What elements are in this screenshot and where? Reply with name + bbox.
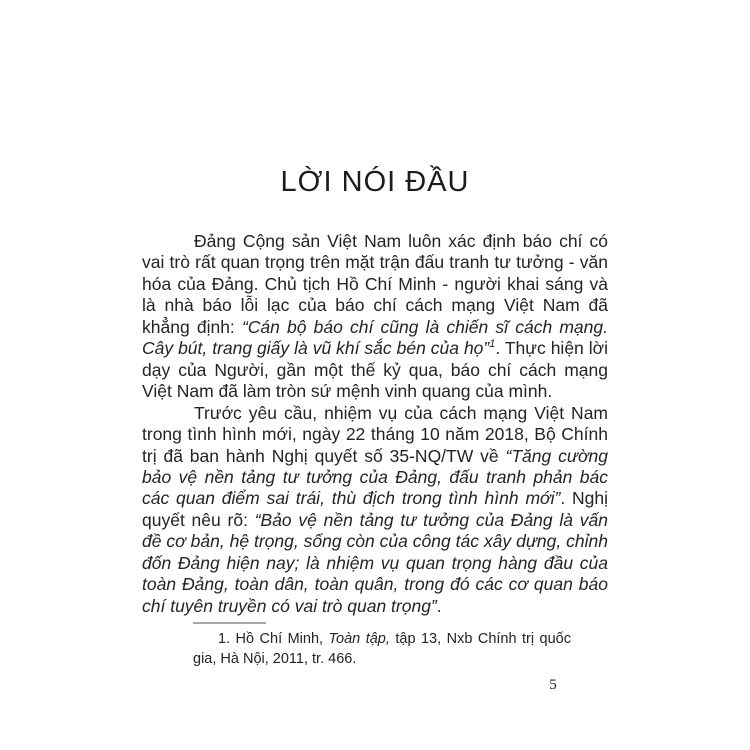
paragraph: Đảng Cộng sản Việt Nam luôn xác định báo chí có vai trò rất quan trọng trên mặt trận đấu tranh tư tưởng - văn hóa của Đảng. Chủ tịch Hồ Chí Minh - người khai sáng và là nhà báo lỗi lạc của báo chí cách mạng Việt Nam đã khẳng định: “Cán bộ báo chí cũng là chiến sĩ cách mạng. Cây bút, trang giấy là vũ khí sắc bén của họ”$^1$. Thực hiện lời dạy của Người, gần một thế kỷ qua, báo chí cách mạng Việt Nam đã làm tròn sứ mệnh vinh quang của mình. [142,231,608,402]
footnote-separator [193,622,266,624]
page-title: LỜI NÓI ĐẦU [280,166,470,199]
footnote-text: 1. Hồ Chí Minh, Toàn tập, tập 13, Nxb Chính trị quốc gia, Hà Nội, 2011, tr. 466. [193,631,571,667]
footnote [193,630,571,669]
page-number: 5 [549,677,557,693]
paragraph: Trước yêu cầu, nhiệm vụ của cách mạng Việt Nam trong tình hình mới, ngày 22 tháng 10 năm 2018, Bộ Chính trị đã ban hành Nghị quyết số 35-NQ/TW về “Tăng cường bảo vệ nền tảng tư tưởng của Đảng, đấu tranh phản bác các quan điểm sai trái, thù địch trong tình hình mới”. Nghị quyết nêu rõ: “Bảo vệ nền tảng tư tưởng của Đảng là vấn đề cơ bản, hệ trọng, sống còn của công tác xây dựng, chỉnh đốn Đảng hiện nay; là nhiệm vụ quan trọng hàng đầu của toàn Đảng, toàn dân, toàn quân, trong đó các cơ quan báo chí tuyên truyền có vai trò quan trọng”. [142,402,609,616]
body-text [142,231,608,617]
